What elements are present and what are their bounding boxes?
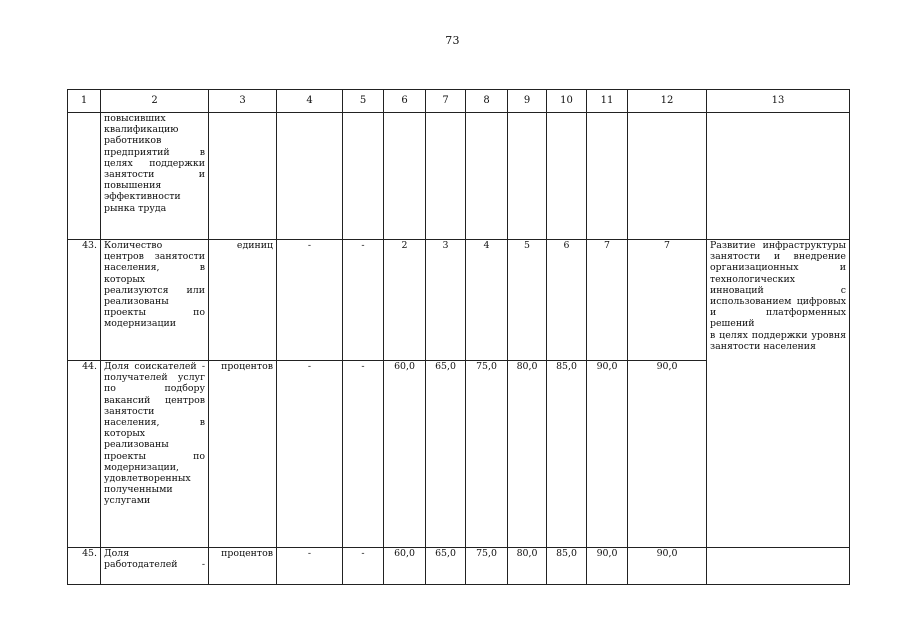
value-cell: - (277, 240, 343, 361)
desc-line: повысивших (104, 113, 166, 124)
row-number: 44. (68, 361, 101, 548)
header-cell: 11 (587, 90, 628, 113)
value-cell (426, 113, 466, 240)
header-cell: 10 (547, 90, 587, 113)
value-cell (277, 113, 343, 240)
desc-line: модернизации, (104, 461, 179, 473)
desc-line: квалификацию (104, 124, 179, 136)
indicator-name (101, 361, 209, 548)
desc-line: рынка труда (104, 202, 167, 214)
note-line: Развитие инфраструктуры (710, 240, 846, 251)
note-line: в целях поддержки уровня (710, 329, 846, 341)
value-cell: 90,0 (587, 548, 628, 585)
header-cell: 4 (277, 90, 343, 113)
value-cell: 80,0 (508, 548, 547, 585)
desc-line: работодателей - (104, 559, 205, 571)
desc-line: реализованы (104, 296, 169, 308)
value-cell (466, 113, 508, 240)
desc-line: полученными (104, 484, 173, 496)
desc-line: предприятий в (104, 146, 205, 158)
desc-line: которых (104, 428, 146, 440)
unit (209, 113, 277, 240)
value-cell (343, 113, 384, 240)
desc-line: работников (104, 135, 162, 147)
indicator-name (101, 113, 209, 240)
table-header-row (68, 90, 850, 113)
note-cell-empty (707, 548, 850, 585)
value-cell: 90,0 (587, 361, 628, 548)
value-cell: 80,0 (508, 361, 547, 548)
note-line: и платформенных решений (710, 307, 846, 330)
table-row (68, 240, 850, 361)
value-cell: 85,0 (547, 548, 587, 585)
desc-line: реализуются или (104, 284, 205, 296)
desc-line: эффективности (104, 191, 181, 203)
desc-line: повышения (104, 180, 162, 192)
indicator-name (101, 240, 209, 361)
table-row (68, 113, 850, 240)
row-number: 45. (68, 548, 101, 585)
value-cell: 60,0 (384, 548, 426, 585)
value-cell: 5 (508, 240, 547, 361)
unit: процентов (209, 548, 277, 585)
desc-line: вакансий центров (104, 394, 205, 406)
value-cell: 6 (547, 240, 587, 361)
header-cell: 6 (384, 90, 426, 113)
value-cell: - (343, 548, 384, 585)
row-number: 43. (68, 240, 101, 361)
note-line: использованием цифровых (710, 296, 846, 308)
value-cell (628, 113, 707, 240)
header-cell: 12 (628, 90, 707, 113)
desc-line: проекты по (104, 450, 205, 462)
desc-line: населения, в (104, 417, 205, 429)
value-cell: - (343, 361, 384, 548)
desc-line: модернизации (104, 318, 176, 330)
header-cell: 9 (508, 90, 547, 113)
desc-line: центров занятости (104, 251, 205, 263)
value-cell: 90,0 (628, 361, 707, 548)
note-line: инноваций с (710, 284, 846, 296)
desc-line: по подбору (104, 383, 205, 395)
note-line: организационных и (710, 262, 846, 274)
value-cell: - (343, 240, 384, 361)
desc-line: Доля соискателей - (104, 361, 205, 372)
note-cell-empty (707, 113, 850, 240)
desc-line: Доля (104, 548, 130, 559)
value-cell: - (277, 548, 343, 585)
desc-line: удовлетворенных (104, 473, 191, 485)
value-cell: 3 (426, 240, 466, 361)
value-cell (508, 113, 547, 240)
note-line: занятости и внедрение (710, 251, 846, 263)
value-cell: 60,0 (384, 361, 426, 548)
value-cell: 65,0 (426, 548, 466, 585)
value-cell: 75,0 (466, 361, 508, 548)
note-line: технологических (710, 273, 796, 285)
header-cell: 8 (466, 90, 508, 113)
value-cell: 7 (587, 240, 628, 361)
unit: единиц (209, 240, 277, 361)
desc-line: занятости (104, 405, 155, 417)
value-cell (587, 113, 628, 240)
note-cell (707, 240, 850, 548)
value-cell: 75,0 (466, 548, 508, 585)
value-cell: 65,0 (426, 361, 466, 548)
indicators-table (67, 89, 850, 585)
value-cell: 90,0 (628, 548, 707, 585)
unit: процентов (209, 361, 277, 548)
desc-line: занятости и (104, 169, 205, 181)
header-cell: 7 (426, 90, 466, 113)
header-cell: 5 (343, 90, 384, 113)
note-line: занятости населения (710, 340, 816, 352)
desc-line: проекты по (104, 307, 205, 319)
desc-line: целях поддержки (104, 157, 205, 169)
value-cell: - (277, 361, 343, 548)
desc-line: Количество (104, 240, 163, 251)
header-cell: 13 (707, 90, 850, 113)
header-cell: 1 (68, 90, 101, 113)
desc-line: реализованы (104, 439, 169, 451)
indicator-name (101, 548, 209, 585)
desc-line: услугами (104, 495, 151, 507)
value-cell (547, 113, 587, 240)
value-cell: 85,0 (547, 361, 587, 548)
page-number: 73 (445, 34, 460, 47)
row-number (68, 113, 101, 240)
value-cell: 2 (384, 240, 426, 361)
value-cell: 7 (628, 240, 707, 361)
value-cell (384, 113, 426, 240)
desc-line: населения, в (104, 262, 205, 274)
desc-line: получателей услуг (104, 372, 205, 384)
desc-line: которых (104, 273, 146, 285)
header-cell: 2 (101, 90, 209, 113)
header-cell: 3 (209, 90, 277, 113)
table-row (68, 548, 850, 585)
value-cell: 4 (466, 240, 508, 361)
